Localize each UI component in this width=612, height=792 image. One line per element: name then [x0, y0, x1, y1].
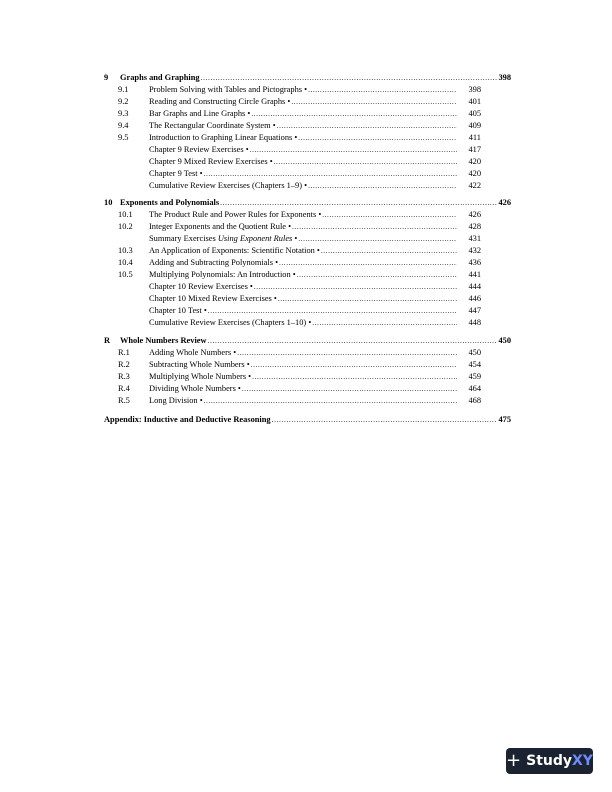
section-title: Cumulative Review Exercises (Chapters 1–10) •	[149, 318, 312, 327]
toc-entry[interactable]	[104, 221, 511, 233]
section-page: 454	[468, 360, 481, 369]
section-page: 411	[468, 133, 481, 142]
toc-entry[interactable]	[104, 84, 511, 96]
dot-leader	[204, 168, 457, 180]
chapter-number: 9	[104, 73, 109, 82]
section-page: 417	[468, 145, 481, 154]
appendix-heading[interactable]	[104, 413, 511, 426]
section-title: Subtracting Whole Numbers •	[149, 360, 250, 369]
chapter-title: Exponents and Polynomials	[120, 198, 220, 207]
section-title: Dividing Whole Numbers •	[149, 384, 241, 393]
section-number: R.5	[118, 396, 130, 405]
section-title: The Product Rule and Power Rules for Exponents •	[149, 210, 322, 219]
toc-entry[interactable]	[104, 96, 511, 108]
section-list	[104, 209, 511, 329]
summary-title-italic: Using Exponent Rules	[217, 234, 293, 243]
toc-entry[interactable]	[104, 383, 511, 395]
section-page: 420	[468, 157, 481, 166]
section-page: 422	[468, 181, 481, 190]
dot-leader	[237, 347, 457, 359]
section-list	[104, 84, 511, 192]
section-number: 10.3	[118, 246, 133, 255]
section-page: 431	[468, 234, 481, 243]
section-page: 428	[468, 222, 481, 231]
section-title: An Application of Exponents: Scientific Notation •	[149, 246, 320, 255]
logo-accent-text: XY	[572, 753, 593, 769]
chapter-heading[interactable]	[104, 196, 511, 209]
section-title: Chapter 9 Test •	[149, 169, 203, 178]
section-page: 426	[468, 210, 481, 219]
dot-leader	[278, 293, 457, 305]
toc-entry[interactable]	[104, 395, 511, 407]
toc-entry[interactable]	[104, 168, 511, 180]
dot-leader	[204, 395, 457, 407]
toc-entry[interactable]	[104, 347, 511, 359]
section-number: 10.2	[118, 222, 133, 231]
section-title: Adding Whole Numbers •	[149, 348, 237, 357]
section-page: 398	[468, 85, 481, 94]
dot-leader	[308, 84, 457, 96]
chapter-page: 450	[498, 336, 511, 345]
section-title: Chapter 10 Test •	[149, 306, 207, 315]
chapter-9	[104, 71, 511, 192]
section-page: 450	[468, 348, 481, 357]
dot-leader	[298, 233, 457, 245]
toc-entry[interactable]	[104, 317, 511, 329]
toc-entry[interactable]	[104, 359, 511, 371]
toc-entry[interactable]	[104, 180, 511, 192]
section-number: 10.5	[118, 270, 133, 279]
section-number: 9.2	[118, 97, 129, 106]
summary-title-suffix: •	[292, 234, 298, 243]
dot-leader	[312, 317, 457, 329]
section-title: Chapter 10 Mixed Review Exercises •	[149, 294, 277, 303]
section-number: R.3	[118, 372, 130, 381]
dot-leader	[252, 371, 457, 383]
chapter-number: 10	[104, 198, 113, 207]
section-list	[104, 347, 511, 407]
toc-entry[interactable]	[104, 281, 511, 293]
toc-entry[interactable]	[104, 120, 511, 132]
section-title: Chapter 10 Review Exercises •	[149, 282, 253, 291]
toc-entry[interactable]	[104, 371, 511, 383]
chapter-title: Graphs and Graphing	[120, 73, 200, 82]
section-number: R.4	[118, 384, 130, 393]
dot-leader	[292, 221, 457, 233]
logo-text: Study	[526, 753, 573, 769]
toc-entry[interactable]	[104, 293, 511, 305]
section-page: 409	[468, 121, 481, 130]
section-page: 420	[468, 169, 481, 178]
section-number: 10.4	[118, 258, 133, 267]
section-title: Adding and Subtracting Polynomials •	[149, 258, 279, 267]
section-title: Multiplying Whole Numbers •	[149, 372, 252, 381]
section-number: 10.1	[118, 210, 133, 219]
chapter-title: Whole Numbers Review	[120, 336, 207, 345]
chapter-page: 398	[498, 73, 511, 82]
chapter-r	[104, 334, 511, 407]
section-title: The Rectangular Coordinate System •	[149, 121, 276, 130]
chapter-heading[interactable]	[104, 71, 511, 84]
section-number: 9.4	[118, 121, 129, 130]
section-title: Bar Graphs and Line Graphs •	[149, 109, 251, 118]
toc-entry[interactable]	[104, 144, 511, 156]
toc-entry[interactable]	[104, 156, 511, 168]
appendix-title: Appendix: Inductive and Deductive Reasoning	[104, 415, 271, 424]
section-page: 446	[468, 294, 481, 303]
section-title: Reading and Constructing Circle Graphs •	[149, 97, 291, 106]
section-number: R.1	[118, 348, 130, 357]
dot-leader	[291, 96, 457, 108]
section-page: 464	[468, 384, 481, 393]
chapter-heading[interactable]	[104, 334, 511, 347]
section-title: Problem Solving with Tables and Pictographs •	[149, 85, 308, 94]
toc-entry[interactable]	[104, 233, 511, 245]
appendix-page: 475	[498, 415, 511, 424]
chapter-10	[104, 196, 511, 329]
toc-entry[interactable]	[104, 305, 511, 317]
summary-title-prefix: Summary Exercises	[149, 234, 218, 243]
dot-leader	[279, 257, 457, 269]
section-title: Multiplying Polynomials: An Introduction •	[149, 270, 296, 279]
studyxy-logo[interactable]	[506, 748, 593, 774]
section-page: 447	[468, 306, 481, 315]
section-title: Introduction to Graphing Linear Equations •	[149, 133, 298, 142]
dot-leader	[220, 196, 497, 209]
section-title: Integer Exponents and the Quotient Rule •	[149, 222, 292, 231]
dot-leader	[297, 269, 457, 281]
dot-leader	[254, 281, 457, 293]
dot-leader	[308, 180, 457, 192]
dot-leader	[208, 334, 498, 347]
dot-leader	[250, 144, 457, 156]
section-page: 459	[468, 372, 481, 381]
section-number: 9.3	[118, 109, 129, 118]
section-number: R.2	[118, 360, 130, 369]
section-page: 468	[468, 396, 481, 405]
dot-leader	[322, 209, 457, 221]
section-page: 436	[468, 258, 481, 267]
dot-leader	[298, 132, 457, 144]
chapter-page: 426	[498, 198, 511, 207]
section-title	[149, 233, 297, 245]
section-title: Chapter 9 Review Exercises •	[149, 145, 249, 154]
section-title: Chapter 9 Mixed Review Exercises •	[149, 157, 273, 166]
dot-leader	[274, 156, 457, 168]
section-number: 9.5	[118, 133, 129, 142]
chapter-number: R	[104, 336, 111, 345]
section-number: 9.1	[118, 85, 129, 94]
section-title: Cumulative Review Exercises (Chapters 1–9) •	[149, 181, 308, 190]
dot-leader	[321, 245, 457, 257]
dot-leader	[251, 359, 457, 371]
section-page: 441	[468, 270, 481, 279]
toc-entry[interactable]	[104, 209, 511, 221]
toc-entry[interactable]	[104, 245, 511, 257]
section-title: Long Division •	[149, 396, 203, 405]
section-page: 444	[468, 282, 481, 291]
section-page: 405	[468, 109, 481, 118]
dot-leader	[242, 383, 457, 395]
dot-leader	[272, 413, 498, 426]
dot-leader	[208, 305, 457, 317]
appendix	[104, 413, 511, 426]
toc-entry[interactable]	[104, 257, 511, 269]
section-page: 432	[468, 246, 481, 255]
dot-leader	[201, 71, 498, 84]
toc-entry[interactable]	[104, 108, 511, 120]
toc-entry[interactable]	[104, 269, 511, 281]
section-page: 401	[468, 97, 481, 106]
dot-leader	[251, 108, 457, 120]
section-page: 448	[468, 318, 481, 327]
toc-entry[interactable]	[104, 132, 511, 144]
plus-icon: +	[506, 750, 522, 771]
dot-leader	[277, 120, 457, 132]
